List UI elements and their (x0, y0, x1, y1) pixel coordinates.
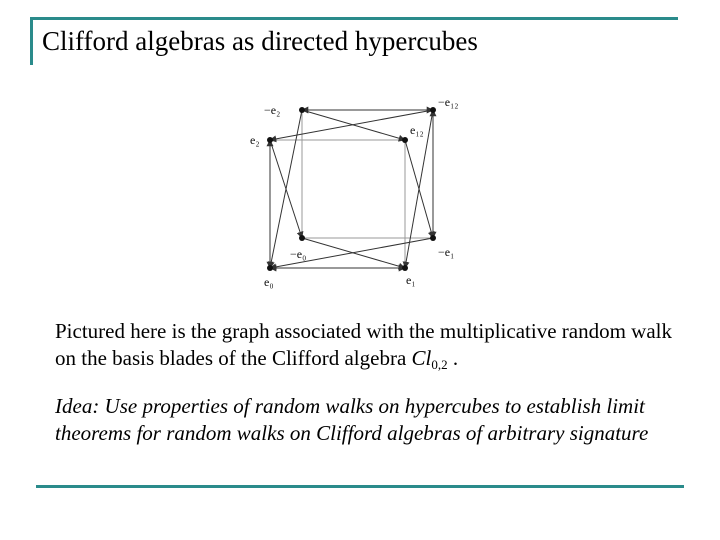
title-rule-top (30, 17, 678, 20)
description-trailing: . (447, 346, 459, 370)
description-text: Pictured here is the graph associated with the multiplicative random walk on the basis blades of the Clifford algebra (55, 319, 672, 370)
node-neg-e12 (430, 107, 436, 113)
label-neg-e2: −e₂ (264, 103, 281, 117)
node-e0 (267, 265, 273, 271)
hypercube-graph (250, 88, 480, 298)
edge (270, 110, 302, 268)
label-e1: e₁ (406, 273, 416, 287)
label-neg-e0: −e₀ (290, 247, 307, 261)
node-neg-e2 (299, 107, 305, 113)
algebra-subscript: 0,2 (431, 357, 448, 372)
description-paragraph (55, 318, 675, 378)
label-e0: e₀ (264, 275, 274, 289)
node-e1 (402, 265, 408, 271)
algebra-symbol: Cl (411, 346, 432, 370)
label-neg-e12: −e₁₂ (438, 95, 459, 109)
node-e12 (402, 137, 408, 143)
title-rule-left (30, 17, 33, 65)
label-e2: e₂ (250, 133, 260, 147)
node-neg-e1 (430, 235, 436, 241)
idea-paragraph: Idea: Use properties of random walks on hypercubes to establish limit theorems for random walks on Clifford algebras of arbitrary signature (55, 394, 649, 445)
footer-rule (36, 485, 684, 488)
edge (270, 110, 433, 140)
label-e12: e₁₂ (410, 123, 424, 137)
label-neg-e1: −e₁ (438, 245, 455, 259)
slide-title: Clifford algebras as directed hypercubes (42, 26, 478, 56)
node-neg-e0 (299, 235, 305, 241)
node-e2 (267, 137, 273, 143)
